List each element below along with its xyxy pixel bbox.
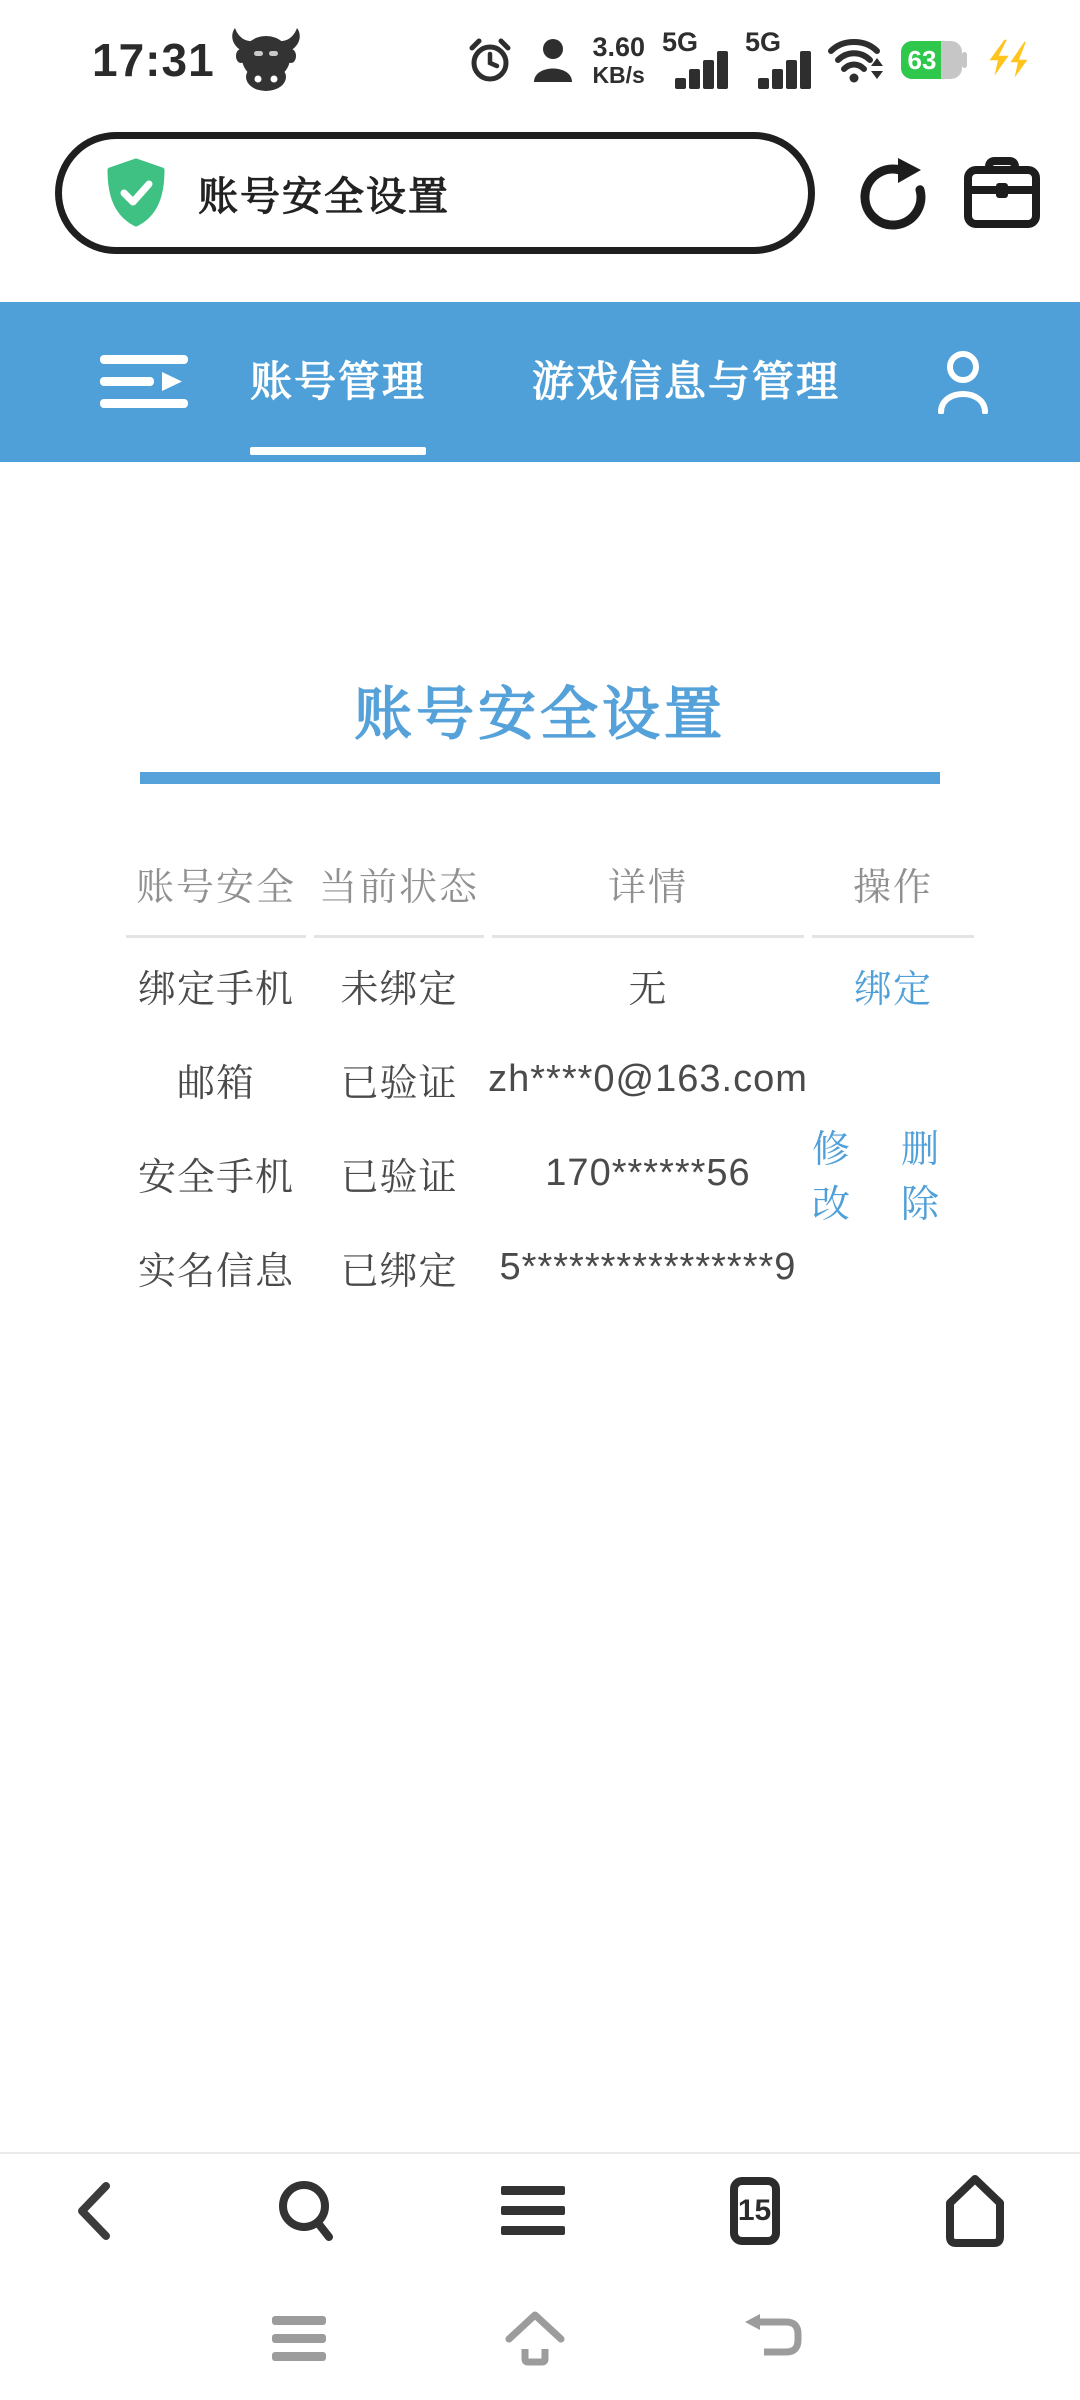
row-bind-phone-name: 绑定手机	[137, 968, 294, 1011]
sim2-signal-bars-icon	[758, 51, 811, 89]
charging-bolt-icon	[984, 38, 1030, 82]
row-secure-phone-name: 安全手机	[137, 1156, 294, 1199]
row-realname-name: 实名信息	[137, 1250, 294, 1293]
secure-shield-icon	[104, 158, 168, 228]
menu-collapse-icon	[100, 351, 188, 413]
page-title: 账号安全设置	[353, 682, 726, 747]
home-icon	[944, 2175, 1006, 2247]
row-email-name: 邮箱	[176, 1062, 255, 1105]
row-bind-phone-status: 未绑定	[340, 968, 458, 1011]
delete-link[interactable]: 删除	[901, 1129, 941, 1226]
clock-time: 17:31	[92, 34, 215, 86]
battery-indicator	[901, 41, 967, 79]
battery-percent: 63	[907, 44, 937, 75]
sim1-signal-bars-icon	[675, 51, 728, 89]
row-email-detail: zh****0@163.com	[488, 1057, 808, 1100]
tab-game-info-management[interactable]: 游戏信息与管理	[532, 358, 841, 405]
back-button[interactable]	[74, 2181, 112, 2241]
network-speed-unit: KB/s	[592, 61, 645, 88]
col-header-actions: 操作	[812, 784, 974, 938]
row-realname-status: 已绑定	[340, 1250, 458, 1293]
row-secure-phone-detail: 170******56	[545, 1151, 751, 1194]
refresh-button[interactable]	[853, 153, 933, 233]
row-bind-phone-detail: 无	[628, 968, 668, 1011]
user-status-icon	[531, 36, 575, 84]
address-bar[interactable]	[55, 132, 815, 254]
home-button[interactable]	[944, 2175, 1006, 2247]
chevron-left-icon	[74, 2181, 112, 2241]
nav-menu-button[interactable]	[100, 351, 188, 413]
profile-button[interactable]	[934, 350, 992, 414]
row-email-status: 已验证	[340, 1062, 458, 1105]
toolbox-icon	[963, 156, 1041, 230]
row-realname-detail: 5****************9	[499, 1245, 797, 1288]
hamburger-menu-icon	[501, 2186, 565, 2236]
site-nav-bar	[0, 302, 1080, 462]
alarm-clock-icon	[466, 36, 514, 84]
toolbox-button[interactable]	[963, 156, 1041, 230]
battery-nub	[962, 52, 967, 68]
row-realname-actions	[812, 1220, 974, 1314]
sim2-network-type: 5G	[745, 27, 782, 57]
tab-account-management[interactable]: 账号管理	[250, 358, 427, 405]
status-bar	[0, 0, 1080, 120]
browser-bottom-nav	[0, 2152, 1080, 2268]
col-header-account-security: 账号安全	[126, 784, 306, 938]
network-speed-value: 3.60	[592, 31, 645, 62]
address-bar-title: 账号安全设置	[198, 174, 450, 219]
status-indicators	[466, 29, 1030, 91]
menu-button[interactable]	[501, 2186, 565, 2236]
sim1-network-type: 5G	[662, 27, 699, 57]
modify-link[interactable]: 修改	[812, 1129, 852, 1226]
tab-count-button[interactable]: 15	[730, 2177, 780, 2245]
row-email-actions	[812, 1032, 974, 1126]
bind-link[interactable]: 绑定	[853, 968, 932, 1011]
col-header-details: 详情	[492, 784, 804, 938]
system-recents-button[interactable]	[272, 2316, 326, 2361]
page-content	[0, 682, 1080, 1314]
wifi-icon	[828, 34, 884, 86]
search-button[interactable]	[277, 2179, 337, 2243]
recents-icon	[272, 2316, 326, 2361]
refresh-icon	[853, 153, 933, 233]
system-back-icon	[744, 2312, 808, 2364]
title-divider	[140, 772, 940, 784]
ox-notification-icon	[229, 26, 303, 94]
system-home-button[interactable]	[502, 2309, 568, 2367]
security-table	[126, 784, 958, 1314]
col-header-current-status: 当前状态	[314, 784, 484, 938]
network-speed	[592, 31, 645, 88]
system-nav-bar	[0, 2282, 1080, 2394]
person-outline-icon	[934, 350, 992, 414]
browser-toolbar	[0, 130, 1080, 256]
battery-icon	[901, 41, 962, 79]
row-bind-phone-actions	[812, 938, 974, 1032]
sim1-signal	[662, 29, 728, 91]
sim2-signal	[745, 29, 811, 91]
search-icon	[277, 2179, 337, 2243]
system-back-button[interactable]	[744, 2312, 808, 2364]
system-home-icon	[502, 2309, 568, 2367]
row-secure-phone-actions	[812, 1126, 974, 1226]
row-secure-phone-status: 已验证	[340, 1156, 458, 1199]
